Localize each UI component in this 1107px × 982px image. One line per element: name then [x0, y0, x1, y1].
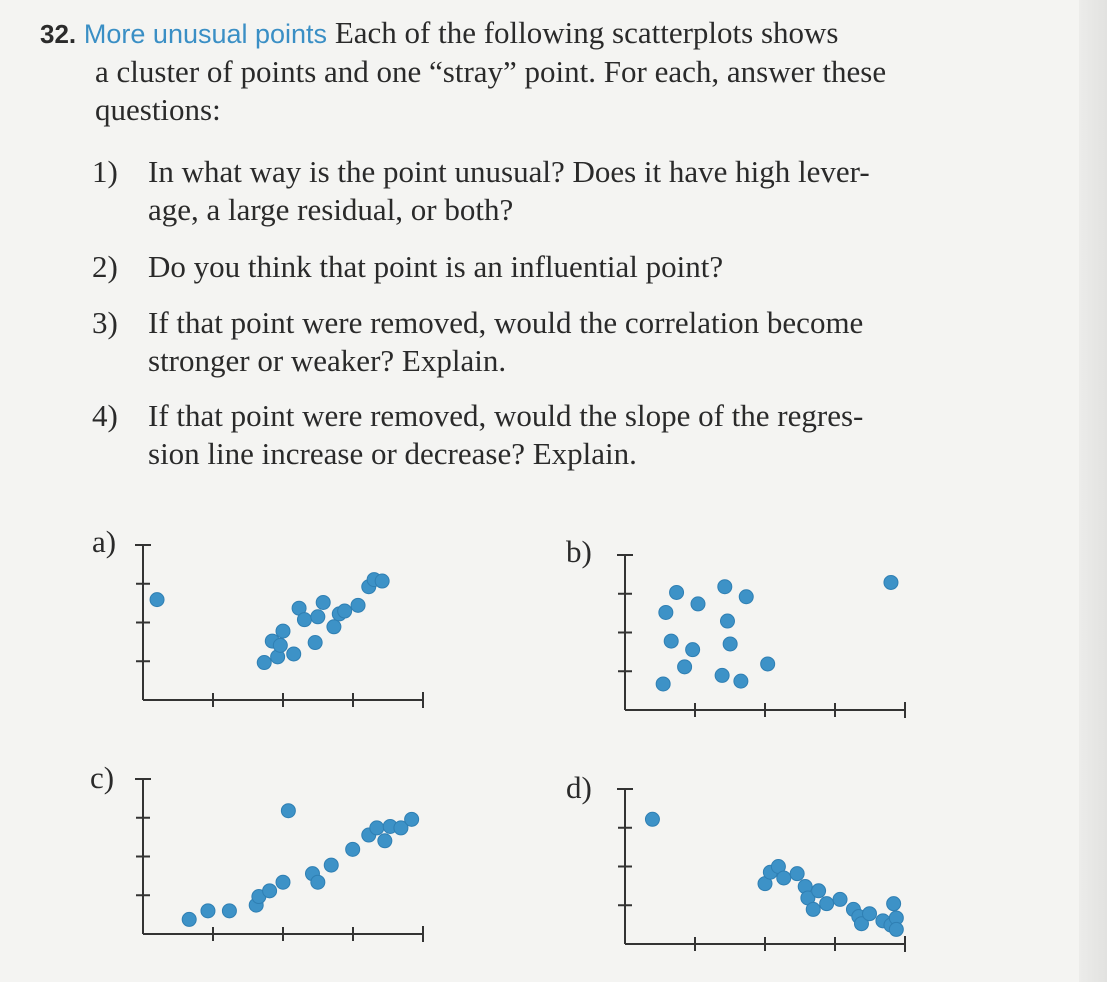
- data-point: [715, 668, 729, 682]
- data-point: [257, 656, 271, 670]
- question-text-line1: If that point were removed, would the slope of the regres-: [148, 398, 864, 433]
- data-point: [686, 643, 700, 657]
- data-point: [678, 660, 692, 674]
- question-number: 3): [92, 305, 118, 340]
- data-point: [375, 574, 389, 588]
- data-point: [806, 902, 820, 916]
- data-point: [273, 638, 287, 652]
- data-point: [370, 821, 384, 835]
- question-text-line1: If that point were removed, would the correlation become: [148, 305, 864, 340]
- scatterplot-b: [610, 540, 920, 730]
- question-number: 2): [92, 249, 118, 284]
- data-point: [739, 590, 753, 604]
- data-point: [645, 812, 659, 826]
- data-point: [863, 907, 877, 921]
- data-point: [664, 634, 678, 648]
- question-3: [92, 304, 972, 380]
- data-point: [263, 884, 277, 898]
- data-point: [201, 904, 215, 918]
- data-point: [734, 674, 748, 688]
- data-point: [351, 598, 365, 612]
- question-text-line2: stronger or weaker? Explain.: [148, 343, 507, 378]
- data-point: [720, 614, 734, 628]
- data-point: [222, 904, 236, 918]
- plot-b-label: b): [566, 534, 592, 569]
- problem-intro-line2: a cluster of points and one “stray” point. For each, answer these: [95, 54, 887, 89]
- plot-a-label: a): [92, 524, 117, 559]
- question-number: 1): [92, 154, 118, 189]
- data-point: [338, 604, 352, 618]
- data-point: [887, 897, 901, 911]
- data-point: [405, 812, 419, 826]
- data-point: [656, 677, 670, 691]
- data-point: [884, 575, 898, 589]
- question-number: 4): [92, 398, 118, 433]
- data-point: [308, 636, 322, 650]
- data-point: [324, 858, 338, 872]
- question-text-line1: In what way is the point unusual? Does it have high lever-: [148, 154, 870, 189]
- data-point: [276, 624, 290, 638]
- problem-topic: More unusual points: [83, 19, 328, 49]
- data-point: [287, 647, 301, 661]
- scatterplot-d: [610, 774, 920, 964]
- data-point: [182, 912, 196, 926]
- problem-heading: [40, 14, 1000, 53]
- plot-d-label: d): [566, 770, 592, 805]
- scatterplot-c: [128, 764, 438, 954]
- data-point: [691, 597, 705, 611]
- data-point: [761, 657, 775, 671]
- scatterplot-a: [128, 530, 438, 720]
- problem-number: 32.: [40, 19, 77, 49]
- problem-intro-line1: Each of the following scatterplots shows: [334, 15, 839, 50]
- data-point: [718, 580, 732, 594]
- plot-c-label: c): [90, 760, 115, 795]
- data-point: [297, 613, 311, 627]
- data-point: [812, 884, 826, 898]
- data-point: [670, 585, 684, 599]
- data-point: [378, 834, 392, 848]
- data-point: [777, 871, 791, 885]
- question-text-line2: age, a large residual, or both?: [148, 192, 514, 227]
- question-4: [92, 397, 972, 473]
- data-point: [659, 605, 673, 619]
- data-point: [311, 610, 325, 624]
- data-point: [150, 593, 164, 607]
- data-point: [723, 637, 737, 651]
- data-point: [311, 875, 325, 889]
- question-text-line2: sion line increase or decrease? Explain.: [148, 436, 637, 471]
- question-2: [92, 248, 972, 286]
- data-point: [316, 595, 330, 609]
- page-edge-shadow: [1079, 0, 1107, 982]
- question-1: [92, 153, 972, 229]
- data-point: [889, 922, 903, 936]
- data-point: [281, 804, 295, 818]
- data-point: [820, 897, 834, 911]
- data-point: [276, 875, 290, 889]
- data-point: [346, 842, 360, 856]
- problem-32: [40, 14, 1000, 129]
- problem-intro-line3: questions:: [95, 92, 221, 127]
- data-point: [790, 867, 804, 881]
- data-point: [327, 620, 341, 634]
- question-text-line1: Do you think that point is an influential point?: [148, 249, 724, 284]
- data-point: [833, 892, 847, 906]
